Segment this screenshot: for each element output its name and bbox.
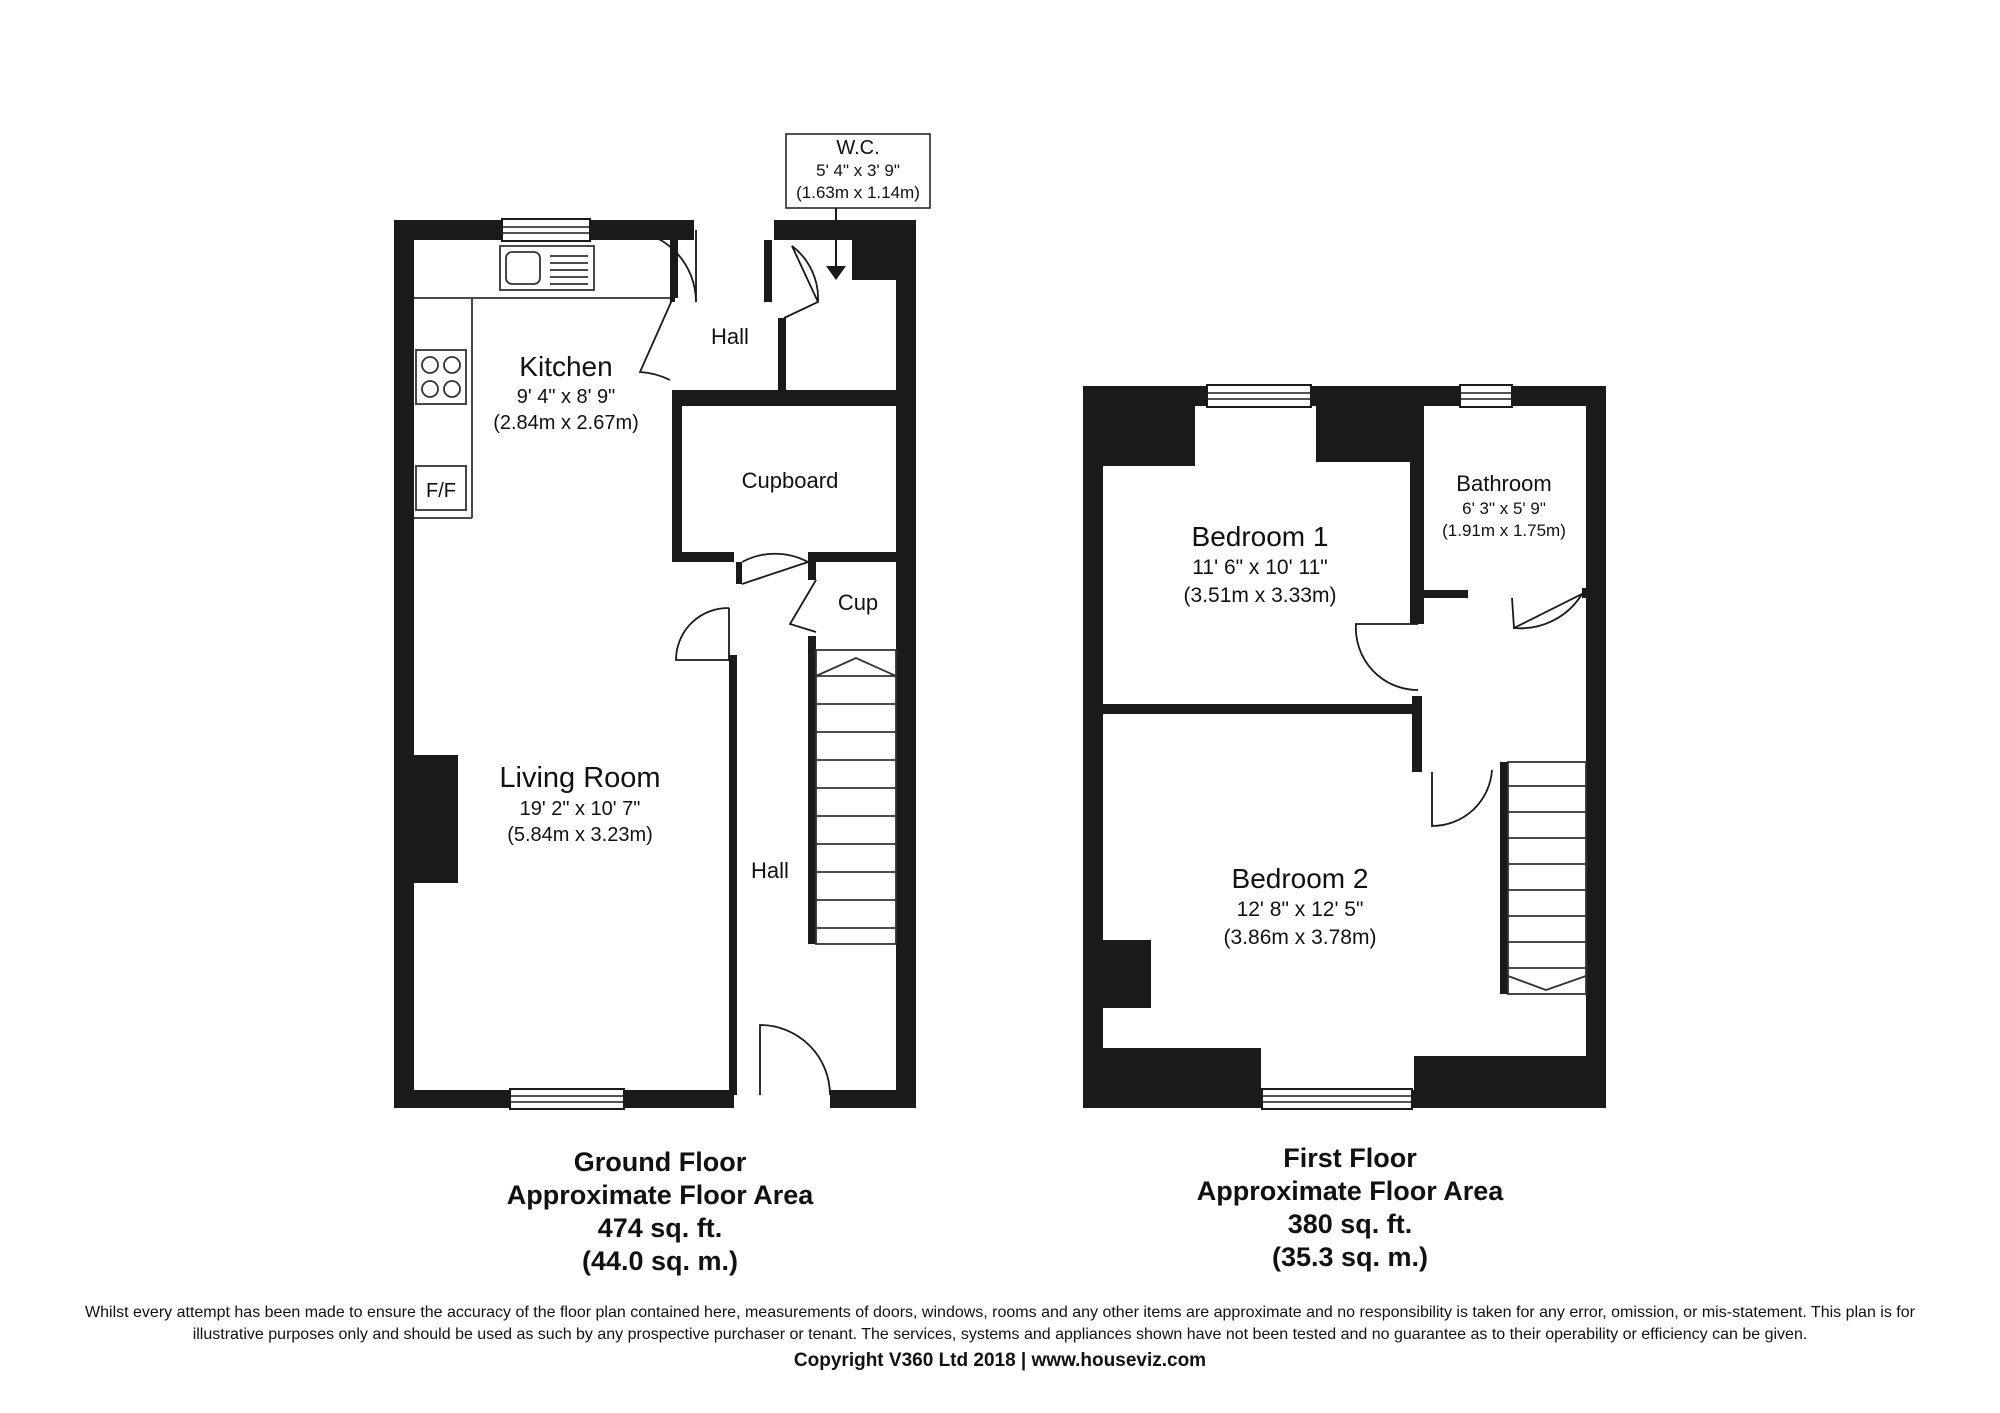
room-name: Kitchen [519, 351, 613, 382]
room-size-imperial: 9' 4" x 8' 9" [516, 386, 616, 408]
room-size-imperial: 19' 2" x 10' 7" [519, 798, 641, 820]
cup-label: Cup [837, 590, 879, 615]
hall-lower-label: Hall [751, 858, 789, 883]
room-name: Bedroom 1 [1191, 521, 1329, 552]
room-size-metric: (1.63m x 1.14m) [796, 183, 920, 202]
disclaimer [20, 1302, 1980, 1346]
room-size-imperial: 11' 6" x 10' 11" [1192, 556, 1328, 579]
room-size-imperial: 6' 3" x 5' 9" [1462, 499, 1546, 518]
room-size-metric: (5.84m x 3.23m) [507, 824, 653, 846]
room-name: Bathroom [1456, 471, 1552, 496]
disclaimer-line-2: illustrative purposes only and should be used as such by any prospective purchaser or tenant. The services, systems and appliances shown have not been tested and no guarantee as to their operability or efficiency can be given. [192, 1326, 1808, 1343]
caption-subtitle: Approximate Floor Area [506, 1180, 814, 1210]
room-size-imperial: 5' 4" x 3' 9" [816, 161, 900, 180]
room-size-imperial: 12' 8" x 12' 5" [1236, 898, 1364, 921]
bedroom1-label [1130, 520, 1390, 610]
room-name: W.C. [836, 137, 880, 159]
disclaimer-line-1: Whilst every attempt has been made to ensure the accuracy of the floor plan contained here, measurements of doors, windows, rooms and any other items are approximate and no responsibility is taken for any error, omission, or mis-statement. This plan is for [85, 1304, 1915, 1321]
cupboard-label: Cupboard [741, 468, 839, 493]
bedroom2-label [1170, 862, 1430, 952]
copyright: Copyright V360 Ltd 2018 | www.houseviz.com [793, 1350, 1207, 1371]
room-size-metric: (1.91m x 1.75m) [1442, 521, 1566, 540]
room-name: Bedroom 2 [1231, 863, 1369, 894]
wc-label [786, 136, 930, 204]
sink-icon [500, 246, 594, 290]
caption-area-imperial: 380 sq. ft. [1287, 1209, 1413, 1239]
room-name: Living Room [499, 762, 661, 794]
ground-floor-stairs [816, 650, 896, 944]
room-size-metric: (2.84m x 2.67m) [493, 412, 639, 434]
room-size-metric: (3.51m x 3.33m) [1183, 584, 1337, 607]
room-size-metric: (3.86m x 3.78m) [1223, 926, 1377, 949]
living-room-label [460, 760, 700, 848]
caption-title: First Floor [1283, 1143, 1417, 1173]
first-floor-caption [1150, 1142, 1550, 1274]
caption-area-metric: (44.0 sq. m.) [581, 1246, 739, 1276]
hall-top-label: Hall [711, 324, 749, 349]
first-floor-stairs [1508, 762, 1586, 994]
fridge-freezer-label: F/F [426, 480, 456, 502]
bathroom-label [1424, 470, 1584, 542]
caption-area-metric: (35.3 sq. m.) [1271, 1242, 1429, 1272]
caption-title: Ground Floor [573, 1147, 747, 1177]
caption-subtitle: Approximate Floor Area [1196, 1176, 1504, 1206]
kitchen-label [456, 350, 676, 436]
ground-floor-caption [460, 1146, 860, 1278]
caption-area-imperial: 474 sq. ft. [597, 1213, 723, 1243]
